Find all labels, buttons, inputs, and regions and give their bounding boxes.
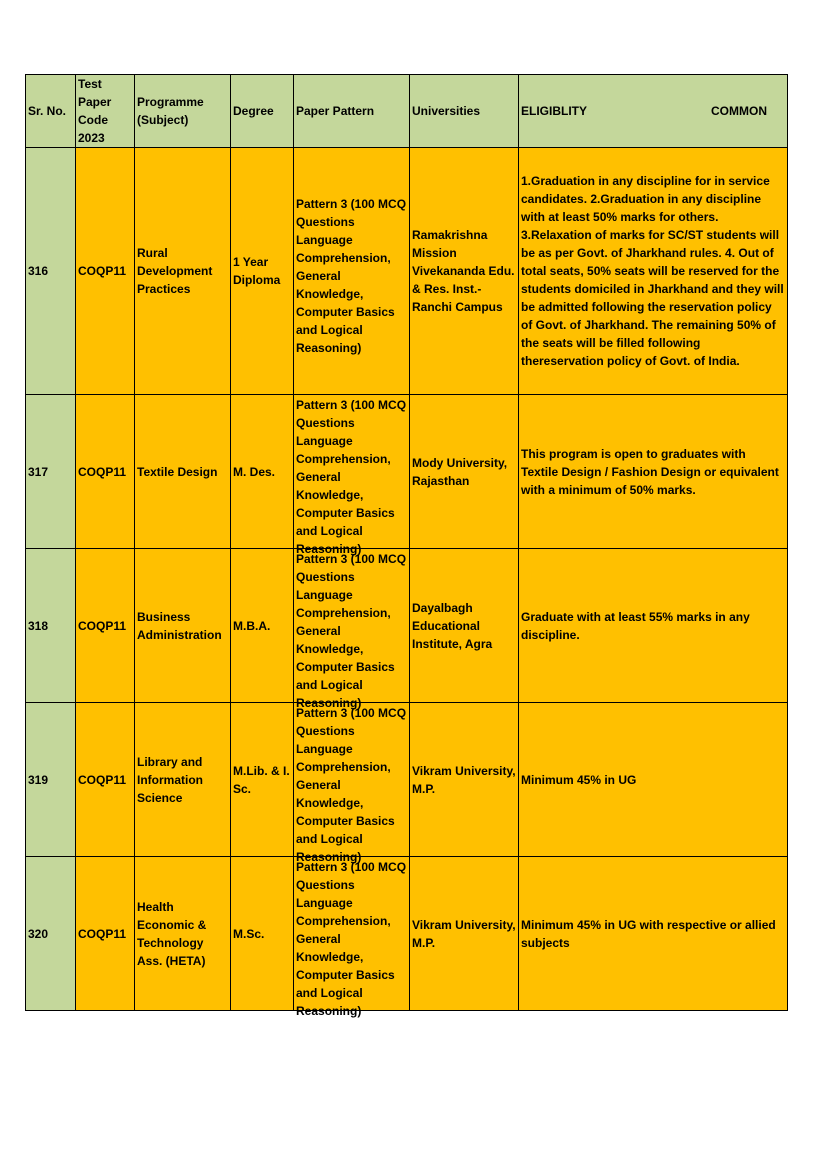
eligibility-cell: 1.Graduation in any discipline for in service candidates. 2.Graduation in any discipline with at least 50% marks for others. 3.Relaxation of marks for SC/ST students will be as per Govt. of Jharkhand rules. 4. Out of total seats, 50% seats will be reserved for the students domiciled in Jharkhand and they will be admitted following the reservation policy of Govt. of Jharkhand. The remaining 50% of the seats will be filled following thereservation policy of Govt. of India. bbox=[519, 148, 788, 395]
degree-cell: 1 Year Diploma bbox=[231, 148, 294, 395]
paper-pattern-cell bbox=[294, 703, 410, 864]
paper-code-cell: COQP11 bbox=[76, 549, 135, 703]
header-test-paper-code: Test Paper Code 2023 bbox=[76, 75, 135, 148]
programme-cell: Library and Information Science bbox=[135, 703, 231, 857]
degree-cell: M.Lib. & I. Sc. bbox=[231, 703, 294, 857]
paper-code-cell: COQP11 bbox=[76, 857, 135, 1011]
eligibility-cell: This program is open to graduates with Textile Design / Fashion Design or equivalent with a minimum of 50% marks. bbox=[519, 395, 788, 549]
sr-no-cell: 318 bbox=[26, 549, 76, 703]
paper-pattern-text: Pattern 3 (100 MCQ Questions Language Comprehension, General Knowledge, Computer Basics and Logical Reasoning) bbox=[296, 397, 407, 556]
header-programme: Programme (Subject) bbox=[135, 75, 231, 148]
header-row bbox=[26, 75, 788, 148]
sr-no-cell: 320 bbox=[26, 857, 76, 1011]
programme-cell: Textile Design bbox=[135, 395, 231, 549]
eligibility-cell: Graduate with at least 55% marks in any discipline. bbox=[519, 549, 788, 703]
table-row bbox=[26, 549, 788, 703]
sr-no-cell: 317 bbox=[26, 395, 76, 549]
header-degree: Degree bbox=[231, 75, 294, 148]
paper-pattern-cell bbox=[294, 395, 410, 556]
sr-no-cell: 316 bbox=[26, 148, 76, 395]
paper-code-cell: COQP11 bbox=[76, 703, 135, 857]
sr-no-cell: 319 bbox=[26, 703, 76, 857]
paper-pattern-text: Pattern 3 (100 MCQ Questions Language Comprehension, General Knowledge, Computer Basics and Logical Reasoning) bbox=[296, 859, 407, 1018]
header-eligibility-label: ELIGIBLITY bbox=[521, 104, 587, 118]
paper-pattern-text: Pattern 3 (100 MCQ Questions Language Comprehension, General Knowledge, Computer Basics and Logical Reasoning) bbox=[296, 705, 407, 864]
paper-pattern-text: Pattern 3 (100 MCQ Questions Language Comprehension, General Knowledge, Computer Basics and Logical Reasoning) bbox=[296, 197, 407, 355]
programme-cell: Health Economic & Technology Ass. (HETA) bbox=[135, 857, 231, 1011]
paper-pattern-cell bbox=[294, 857, 410, 1018]
eligibility-cell: Minimum 45% in UG with respective or allied subjects bbox=[519, 857, 788, 1011]
header-paper-pattern: Paper Pattern bbox=[294, 75, 410, 148]
paper-pattern-text: Pattern 3 (100 MCQ Questions Language Comprehension, General Knowledge, Computer Basics and Logical Reasoning) bbox=[296, 551, 407, 710]
header-sr-no: Sr. No. bbox=[26, 75, 76, 148]
university-cell: Ramakrishna Mission Vivekananda Edu. & Res. Inst.- Ranchi Campus bbox=[410, 148, 519, 395]
university-cell: Vikram University, M.P. bbox=[410, 703, 519, 857]
university-cell: Dayalbagh Educational Institute, Agra bbox=[410, 549, 519, 703]
paper-code-cell: COQP11 bbox=[76, 148, 135, 395]
degree-cell: M.B.A. bbox=[231, 549, 294, 703]
programme-cell: Rural Development Practices bbox=[135, 148, 231, 395]
table-row bbox=[26, 148, 788, 395]
university-cell: Vikram University, M.P. bbox=[410, 857, 519, 1011]
university-cell: Mody University, Rajasthan bbox=[410, 395, 519, 549]
degree-cell: M. Des. bbox=[231, 395, 294, 549]
programme-table bbox=[25, 74, 788, 1018]
header-common-label: COMMON bbox=[711, 104, 767, 118]
table-row bbox=[26, 703, 788, 857]
paper-code-cell: COQP11 bbox=[76, 395, 135, 549]
table-row bbox=[26, 857, 788, 1011]
programme-cell: Business Administration bbox=[135, 549, 231, 703]
degree-cell: M.Sc. bbox=[231, 857, 294, 1011]
paper-pattern-cell bbox=[294, 148, 410, 395]
header-universities: Universities bbox=[410, 75, 519, 148]
header-eligibility bbox=[519, 75, 788, 148]
table-row bbox=[26, 395, 788, 549]
paper-pattern-cell bbox=[294, 549, 410, 710]
eligibility-cell: Minimum 45% in UG bbox=[519, 703, 788, 857]
